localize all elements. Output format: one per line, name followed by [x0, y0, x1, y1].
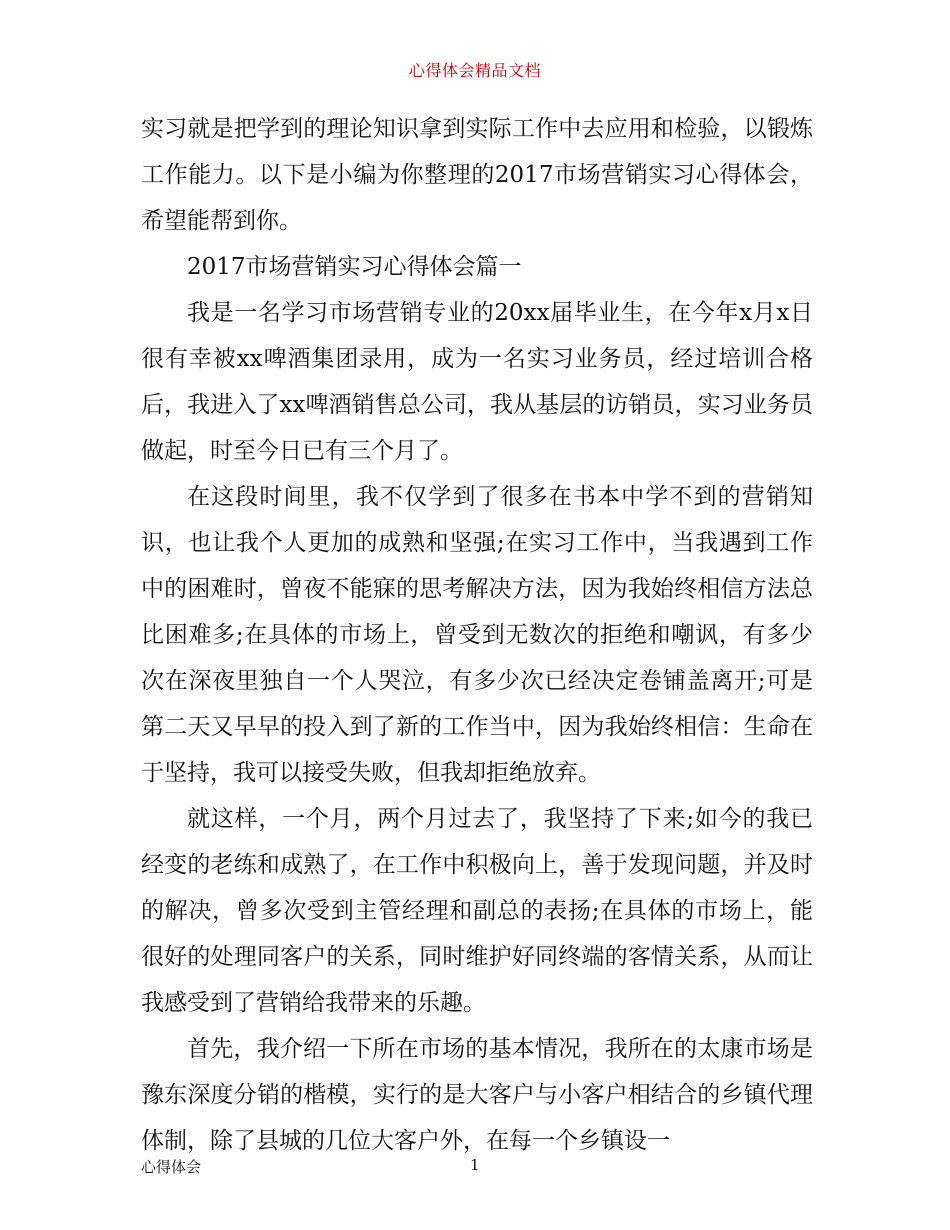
paragraph: 我是一名学习市场营销专业的20xx届毕业生，在今年x月x日很有幸被xx啤酒集团录用，成为一名实习业务员，经过培训合格后，我进入了xx啤酒销售总公司，我从基层的访销员，实习业务员做起，时至今日已有三个月了。 [141, 300, 813, 464]
paragraph-intro: 实习就是把学到的理论知识拿到实际工作中去应用和检验，以锻炼工作能力。以下是小编为你整理的2017市场营销实习心得体会，希望能帮到你。 [141, 116, 813, 234]
page-header-title: 心得体会精品文档 [408, 61, 541, 80]
section-heading: 2017市场营销实习心得体会篇一 [187, 254, 522, 280]
document-body [141, 106, 813, 1164]
paragraph: 就这样，一个月，两个月过去了，我坚持了下来;如今的我已经变的老练和成熟了，在工作中积极向上，善于发现问题，并及时的解决，曾多次受到主管经理和副总的表扬;在具体的市场上，能很好的处理同客户的关系，同时维护好同终端的客情关系，从而让我感受到了营销给我带来的乐趣。 [141, 806, 813, 1016]
paragraph: 在这段时间里，我不仅学到了很多在书本中学不到的营销知识，也让我个人更加的成熟和坚强;在实习工作中，当我遇到工作中的困难时，曾夜不能寐的思考解决方法，因为我始终相信方法总比困难多;在具体的市场上，曾受到无数次的拒绝和嘲讽，有多少次在深夜里独自一个人哭泣，有多少次已经决定卷铺盖离开;可是第二天又早早的投入到了新的工作当中，因为我始终相信：生命在于坚持，我可以接受失败，但我却拒绝放弃。 [141, 484, 813, 786]
page-number: 1 [470, 1156, 480, 1174]
page-footer-label: 心得体会 [141, 1158, 202, 1176]
paragraph: 首先，我介绍一下所在市场的基本情况，我所在的太康市场是豫东深度分销的楷模，实行的是大客户与小客户相结合的乡镇代理体制，除了县城的几位大客户外，在每一个乡镇设一 [141, 1036, 813, 1154]
